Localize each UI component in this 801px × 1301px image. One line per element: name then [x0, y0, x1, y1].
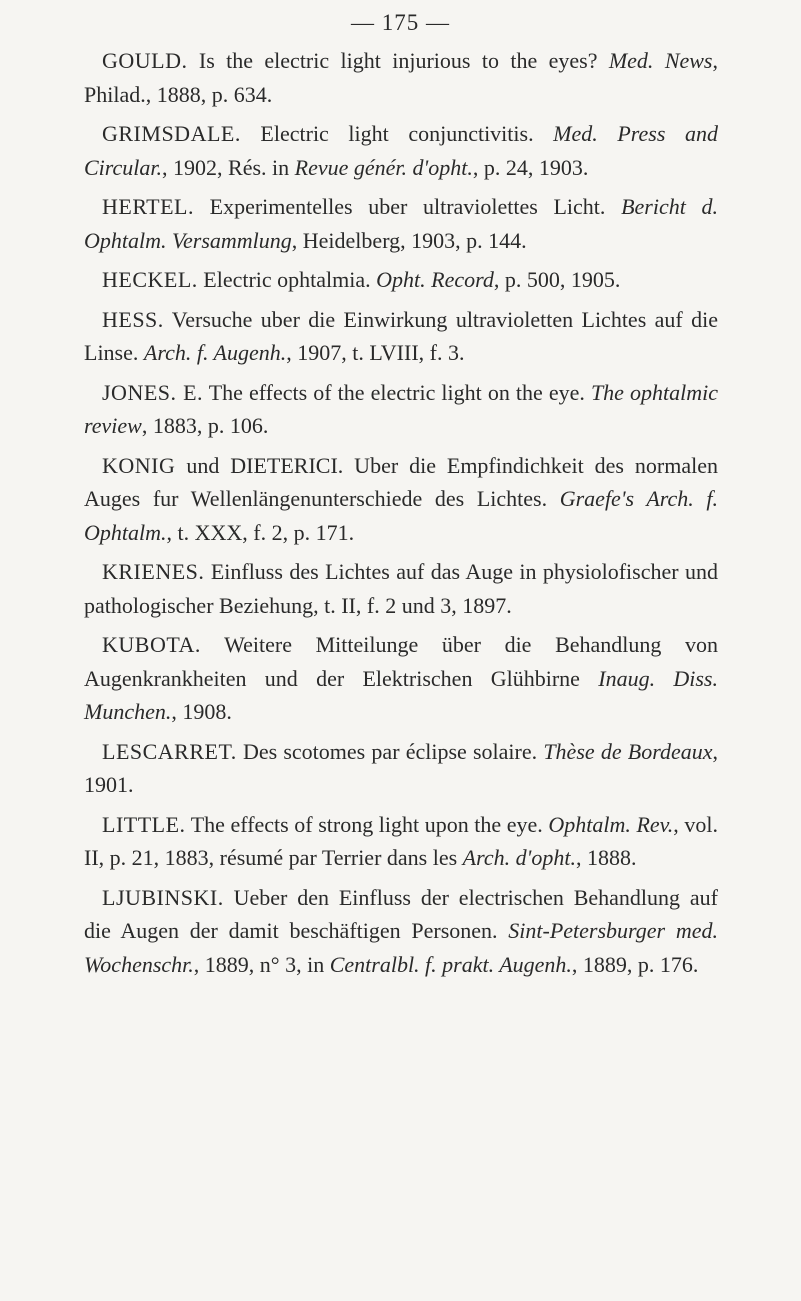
bibliography-entry	[84, 263, 718, 297]
entry-author: LESCARRET.	[102, 738, 237, 764]
entry-text: Ueber den Einfluss der electrischen Behandlung auf die Augen der damit beschäftigen Personen.	[84, 884, 718, 943]
bibliography-entry	[84, 44, 718, 111]
bibliography-entry	[84, 449, 718, 550]
entry-author: GRIMSDALE.	[102, 121, 241, 146]
entry-text: , 1908.	[171, 699, 232, 724]
entry-author: HECKEL.	[102, 267, 198, 292]
entry-text: , 1889, p. 176.	[571, 951, 699, 977]
bibliography-entry	[84, 881, 718, 982]
bibliography-entry	[84, 190, 718, 257]
entry-source-title: Graefe's Arch. f. Ophtalm.	[84, 486, 718, 545]
entry-author: KRIENES.	[102, 559, 205, 584]
entry-text: und DIETERICI. Uber die Empfindichkeit des normalen Auges fur Wellenlängenunterschiede des Lichtes.	[84, 452, 718, 511]
entry-text: , 1889, n° 3, in	[193, 951, 330, 977]
entry-text: , 1888.	[575, 845, 637, 870]
entry-text: , Heidelberg, 1903, p. 144.	[291, 227, 527, 253]
entry-text: , vol. II, p. 21, 1883, résumé par Terrier dans les	[84, 811, 718, 870]
entry-source-title: Centralbl. f. prakt. Augenh.	[329, 951, 572, 977]
entry-text: , p. 500, 1905.	[493, 267, 621, 292]
page-number: — 175 —	[351, 10, 450, 35]
bibliography-entry	[84, 808, 718, 875]
entry-text: Versuche uber die Einwirkung ultravioletten Lichtes auf die Linse.	[84, 306, 718, 365]
bibliography-entry	[84, 117, 718, 184]
entry-author: JONES. E.	[102, 379, 204, 405]
entry-source-title: Med. Press and Circular.	[84, 121, 718, 180]
entry-text: , p. 24, 1903.	[472, 154, 589, 180]
bibliography-entry	[84, 735, 718, 802]
entry-author: HERTEL.	[102, 194, 194, 219]
entry-author: KUBOTA.	[102, 632, 201, 657]
entry-source-title: Ophtalm. Rev.	[548, 811, 674, 837]
entry-text: Electric ophtalmia.	[197, 267, 377, 292]
entry-author: LITTLE.	[102, 811, 186, 837]
entry-text: , 1901.	[84, 738, 718, 797]
entry-source-title: Bericht d. Ophtalm. Versammlung	[84, 194, 718, 253]
entry-source-title: Opht. Record	[376, 267, 494, 292]
bibliography-entry	[84, 555, 718, 622]
entry-text: The effects of strong light upon the eye.	[185, 811, 549, 837]
bibliography-entry	[84, 628, 718, 729]
entry-text: Experimentelles uber ultraviolettes Licht.	[194, 194, 622, 219]
entry-source-title: Sint-Petersburger med. Wochenschr.	[84, 918, 718, 977]
entry-text: Electric light conjunctivitis.	[240, 121, 554, 146]
entry-text: Des scotomes par éclipse solaire.	[236, 738, 544, 764]
entry-text: , 1907, t. LVIII, f. 3.	[286, 340, 465, 365]
entry-source-title: Revue génér. d'opht.	[294, 154, 473, 180]
bibliography-list	[84, 44, 718, 987]
entry-text: The effects of the electric light on the eye.	[203, 379, 591, 405]
entry-source-title: Thèse de Bordeaux	[543, 738, 713, 764]
entry-source-title: Med. News	[608, 48, 713, 73]
entry-text: , Philad., 1888, p. 634.	[84, 48, 718, 107]
entry-source-title: The ophtalmic review	[84, 379, 718, 438]
entry-source-title: Inaug. Diss. Munchen.	[84, 665, 718, 724]
entry-text: Weitere Mitteilunge über die Behandlung von Augenkrankheiten und der Elektrischen Glühbirne	[84, 632, 718, 691]
entry-author: LJUBINSKI.	[102, 884, 224, 910]
bibliography-entry	[84, 303, 718, 370]
bibliography-entry	[84, 376, 718, 443]
entry-text: , t. XXX, f. 2, p. 171.	[166, 519, 355, 545]
entry-text: Is the electric light injurious to the eyes?	[187, 48, 609, 73]
entry-source-title: Arch. d'opht.	[462, 845, 576, 870]
entry-author: GOULD.	[102, 48, 188, 73]
entry-text: , 1902, Rés. in	[162, 154, 295, 180]
entry-author: KONIG	[102, 452, 176, 478]
entry-text: , 1883, p. 106.	[141, 413, 269, 438]
entry-text: Einfluss des Lichtes auf das Auge in physiolofischer und pathologischer Beziehung, t. II, f. 2 und 3, 1897.	[84, 559, 718, 618]
entry-author: HESS.	[102, 306, 164, 332]
entry-source-title: Arch. f. Augenh.	[143, 340, 287, 365]
